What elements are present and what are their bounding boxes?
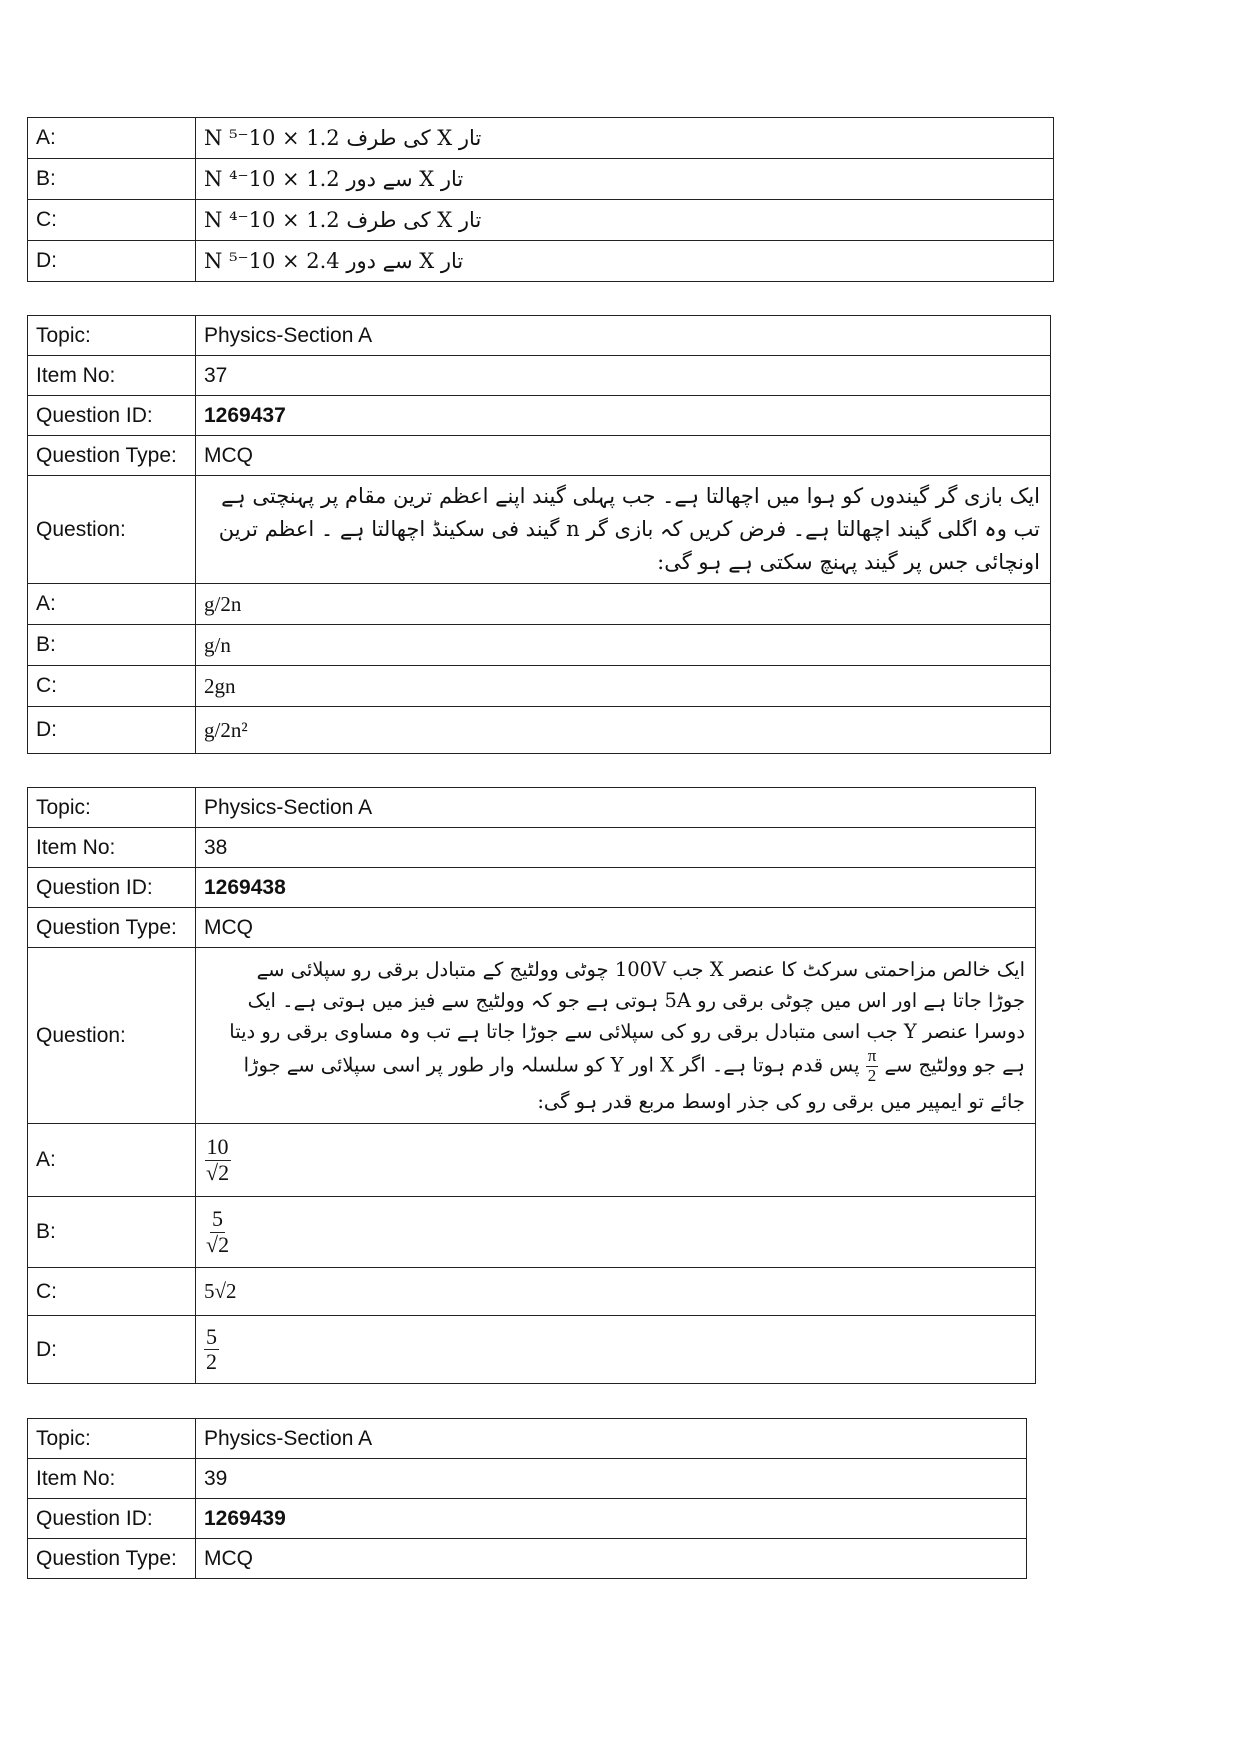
option-label-b: B: bbox=[28, 159, 196, 200]
option-text-c: تار X کی طرف 1.2 × 10⁻⁴ N bbox=[196, 200, 1054, 241]
question-line-4 bbox=[206, 1047, 1025, 1085]
option-text-a: g/2n bbox=[196, 584, 1051, 625]
item-no-value: 39 bbox=[196, 1459, 1027, 1499]
option-label-d: D: bbox=[28, 241, 196, 282]
question-type-label: Question Type: bbox=[28, 436, 196, 476]
item-no-label: Item No: bbox=[28, 1459, 196, 1499]
topic-row bbox=[28, 1419, 1027, 1459]
topic-row bbox=[28, 316, 1051, 356]
question-table-39 bbox=[27, 1418, 1027, 1579]
question-line-3: دوسرا عنصر Y جب اسی متبادل برقی رو کی سپلائی سے جوڑا جاتا ہے تب وہ مساوی برقی رو دیتا bbox=[229, 1020, 1025, 1044]
question-type-label: Question Type: bbox=[28, 1539, 196, 1579]
question-id-row bbox=[28, 868, 1036, 908]
pi-over-two-fraction bbox=[866, 1047, 879, 1085]
option-text-a bbox=[196, 1124, 1036, 1197]
topic-label: Topic: bbox=[28, 316, 196, 356]
item-no-label: Item No: bbox=[28, 356, 196, 396]
option-text-d: g/2n² bbox=[196, 707, 1051, 754]
question-id-label: Question ID: bbox=[28, 868, 196, 908]
option-text-c: 5√2 bbox=[196, 1268, 1036, 1316]
fraction-denominator: √2 bbox=[206, 1159, 230, 1185]
option-label-a: A: bbox=[28, 1124, 196, 1197]
item-no-label: Item No: bbox=[28, 828, 196, 868]
option-row-b bbox=[28, 159, 1054, 200]
topic-label: Topic: bbox=[28, 788, 196, 828]
question-table-38 bbox=[27, 787, 1036, 1384]
option-label-c: C: bbox=[28, 666, 196, 707]
prev-options-table bbox=[27, 117, 1054, 282]
option-text-c: 2gn bbox=[196, 666, 1051, 707]
question-line-4-end: پس قدم ہوتا ہے۔ اگر X اور Y کو سلسلہ وار طور پر اسی سپلائی سے جوڑا bbox=[243, 1054, 860, 1077]
question-id-label: Question ID: bbox=[28, 396, 196, 436]
question-type-label: Question Type: bbox=[28, 908, 196, 948]
question-id-row bbox=[28, 396, 1051, 436]
fraction-numerator: 10 bbox=[206, 1134, 229, 1160]
option-text-b bbox=[196, 1197, 1036, 1268]
question-id-value: 1269437 bbox=[196, 396, 1051, 436]
question-row bbox=[28, 948, 1036, 1124]
topic-value: Physics-Section A bbox=[196, 788, 1036, 828]
option-text-b: g/n bbox=[196, 625, 1051, 666]
item-no-row bbox=[28, 1459, 1027, 1499]
option-row-b bbox=[28, 625, 1051, 666]
question-id-value: 1269438 bbox=[196, 868, 1036, 908]
question-text: ایک بازی گر گیندوں کو ہوا میں اچھالتا ہے۔ جب پہلی گیند اپنے اعظم ترین مقام پر پہنچتی ہے تب وہ اگلی گیند اچھالتا ہے۔ فرض کریں کہ بازی گر n گیند فی سکینڈ اچھالتا ہے ۔ اعظم ترین اونچائی جس پر گیند پہنچ سکتی ہے ہو گی: bbox=[196, 476, 1051, 584]
option-row-d bbox=[28, 241, 1054, 282]
option-label-d: D: bbox=[28, 1316, 196, 1384]
option-label-c: C: bbox=[28, 1268, 196, 1316]
topic-value: Physics-Section A bbox=[196, 1419, 1027, 1459]
option-text-d bbox=[196, 1316, 1036, 1384]
question-label: Question: bbox=[28, 948, 196, 1124]
question-type-value: MCQ bbox=[196, 436, 1051, 476]
item-no-row bbox=[28, 828, 1036, 868]
topic-value: Physics-Section A bbox=[196, 316, 1051, 356]
option-text-b: تار X سے دور 1.2 × 10⁻⁴ N bbox=[196, 159, 1054, 200]
option-label-b: B: bbox=[28, 625, 196, 666]
fraction-numerator: π bbox=[867, 1046, 877, 1066]
topic-label: Topic: bbox=[28, 1419, 196, 1459]
option-b-fraction bbox=[204, 1207, 231, 1256]
question-text bbox=[196, 948, 1036, 1124]
fraction-denominator: 2 bbox=[867, 1066, 877, 1085]
item-no-value: 38 bbox=[196, 828, 1036, 868]
option-row-d bbox=[28, 707, 1051, 754]
option-text-a: تار X کی طرف 1.2 × 10⁻⁵ N bbox=[196, 118, 1054, 159]
question-label: Question: bbox=[28, 476, 196, 584]
question-id-value: 1269439 bbox=[196, 1499, 1027, 1539]
option-row-a bbox=[28, 584, 1051, 625]
question-type-row bbox=[28, 436, 1051, 476]
option-row-c bbox=[28, 1268, 1036, 1316]
question-id-label: Question ID: bbox=[28, 1499, 196, 1539]
topic-row bbox=[28, 788, 1036, 828]
option-row-d bbox=[28, 1316, 1036, 1384]
question-type-value: MCQ bbox=[196, 1539, 1027, 1579]
question-type-value: MCQ bbox=[196, 908, 1036, 948]
option-row-a bbox=[28, 1124, 1036, 1197]
option-row-a bbox=[28, 118, 1054, 159]
option-label-a: A: bbox=[28, 118, 196, 159]
question-line-1: ایک خالص مزاحمتی سرکٹ کا عنصر X جب 100V چوٹی وولٹیج کے متبادل برقی رو سپلائی سے bbox=[256, 958, 1025, 982]
item-no-row bbox=[28, 356, 1051, 396]
option-label-b: B: bbox=[28, 1197, 196, 1268]
question-table-37 bbox=[27, 315, 1051, 754]
option-row-c bbox=[28, 200, 1054, 241]
item-no-value: 37 bbox=[196, 356, 1051, 396]
question-id-row bbox=[28, 1499, 1027, 1539]
fraction-numerator: 5 bbox=[212, 1206, 224, 1232]
question-type-row bbox=[28, 908, 1036, 948]
option-row-b bbox=[28, 1197, 1036, 1268]
question-row bbox=[28, 476, 1051, 584]
option-label-a: A: bbox=[28, 584, 196, 625]
fraction-denominator: √2 bbox=[206, 1231, 230, 1257]
option-row-c bbox=[28, 666, 1051, 707]
question-type-row bbox=[28, 1539, 1027, 1579]
option-label-c: C: bbox=[28, 200, 196, 241]
question-line-5: جائے تو ایمپیر میں برقی رو کی جذر اوسط مربع قدر ہو گی: bbox=[537, 1089, 1025, 1113]
option-text-d: تار X سے دور 2.4 × 10⁻⁵ N bbox=[196, 241, 1054, 282]
option-a-fraction bbox=[204, 1135, 231, 1184]
question-line-2: جوڑا جاتا ہے اور اس میں چوٹی برقی رو 5A ہوتی ہے جو کہ وولٹیج سے فیز میں ہوتی ہے۔ ایک bbox=[247, 989, 1025, 1013]
fraction-numerator: 5 bbox=[206, 1323, 217, 1349]
question-line-4-start: ہے جو وولٹیج سے bbox=[884, 1054, 1025, 1077]
option-d-fraction bbox=[204, 1325, 219, 1374]
option-label-d: D: bbox=[28, 707, 196, 754]
fraction-denominator: 2 bbox=[206, 1349, 217, 1374]
